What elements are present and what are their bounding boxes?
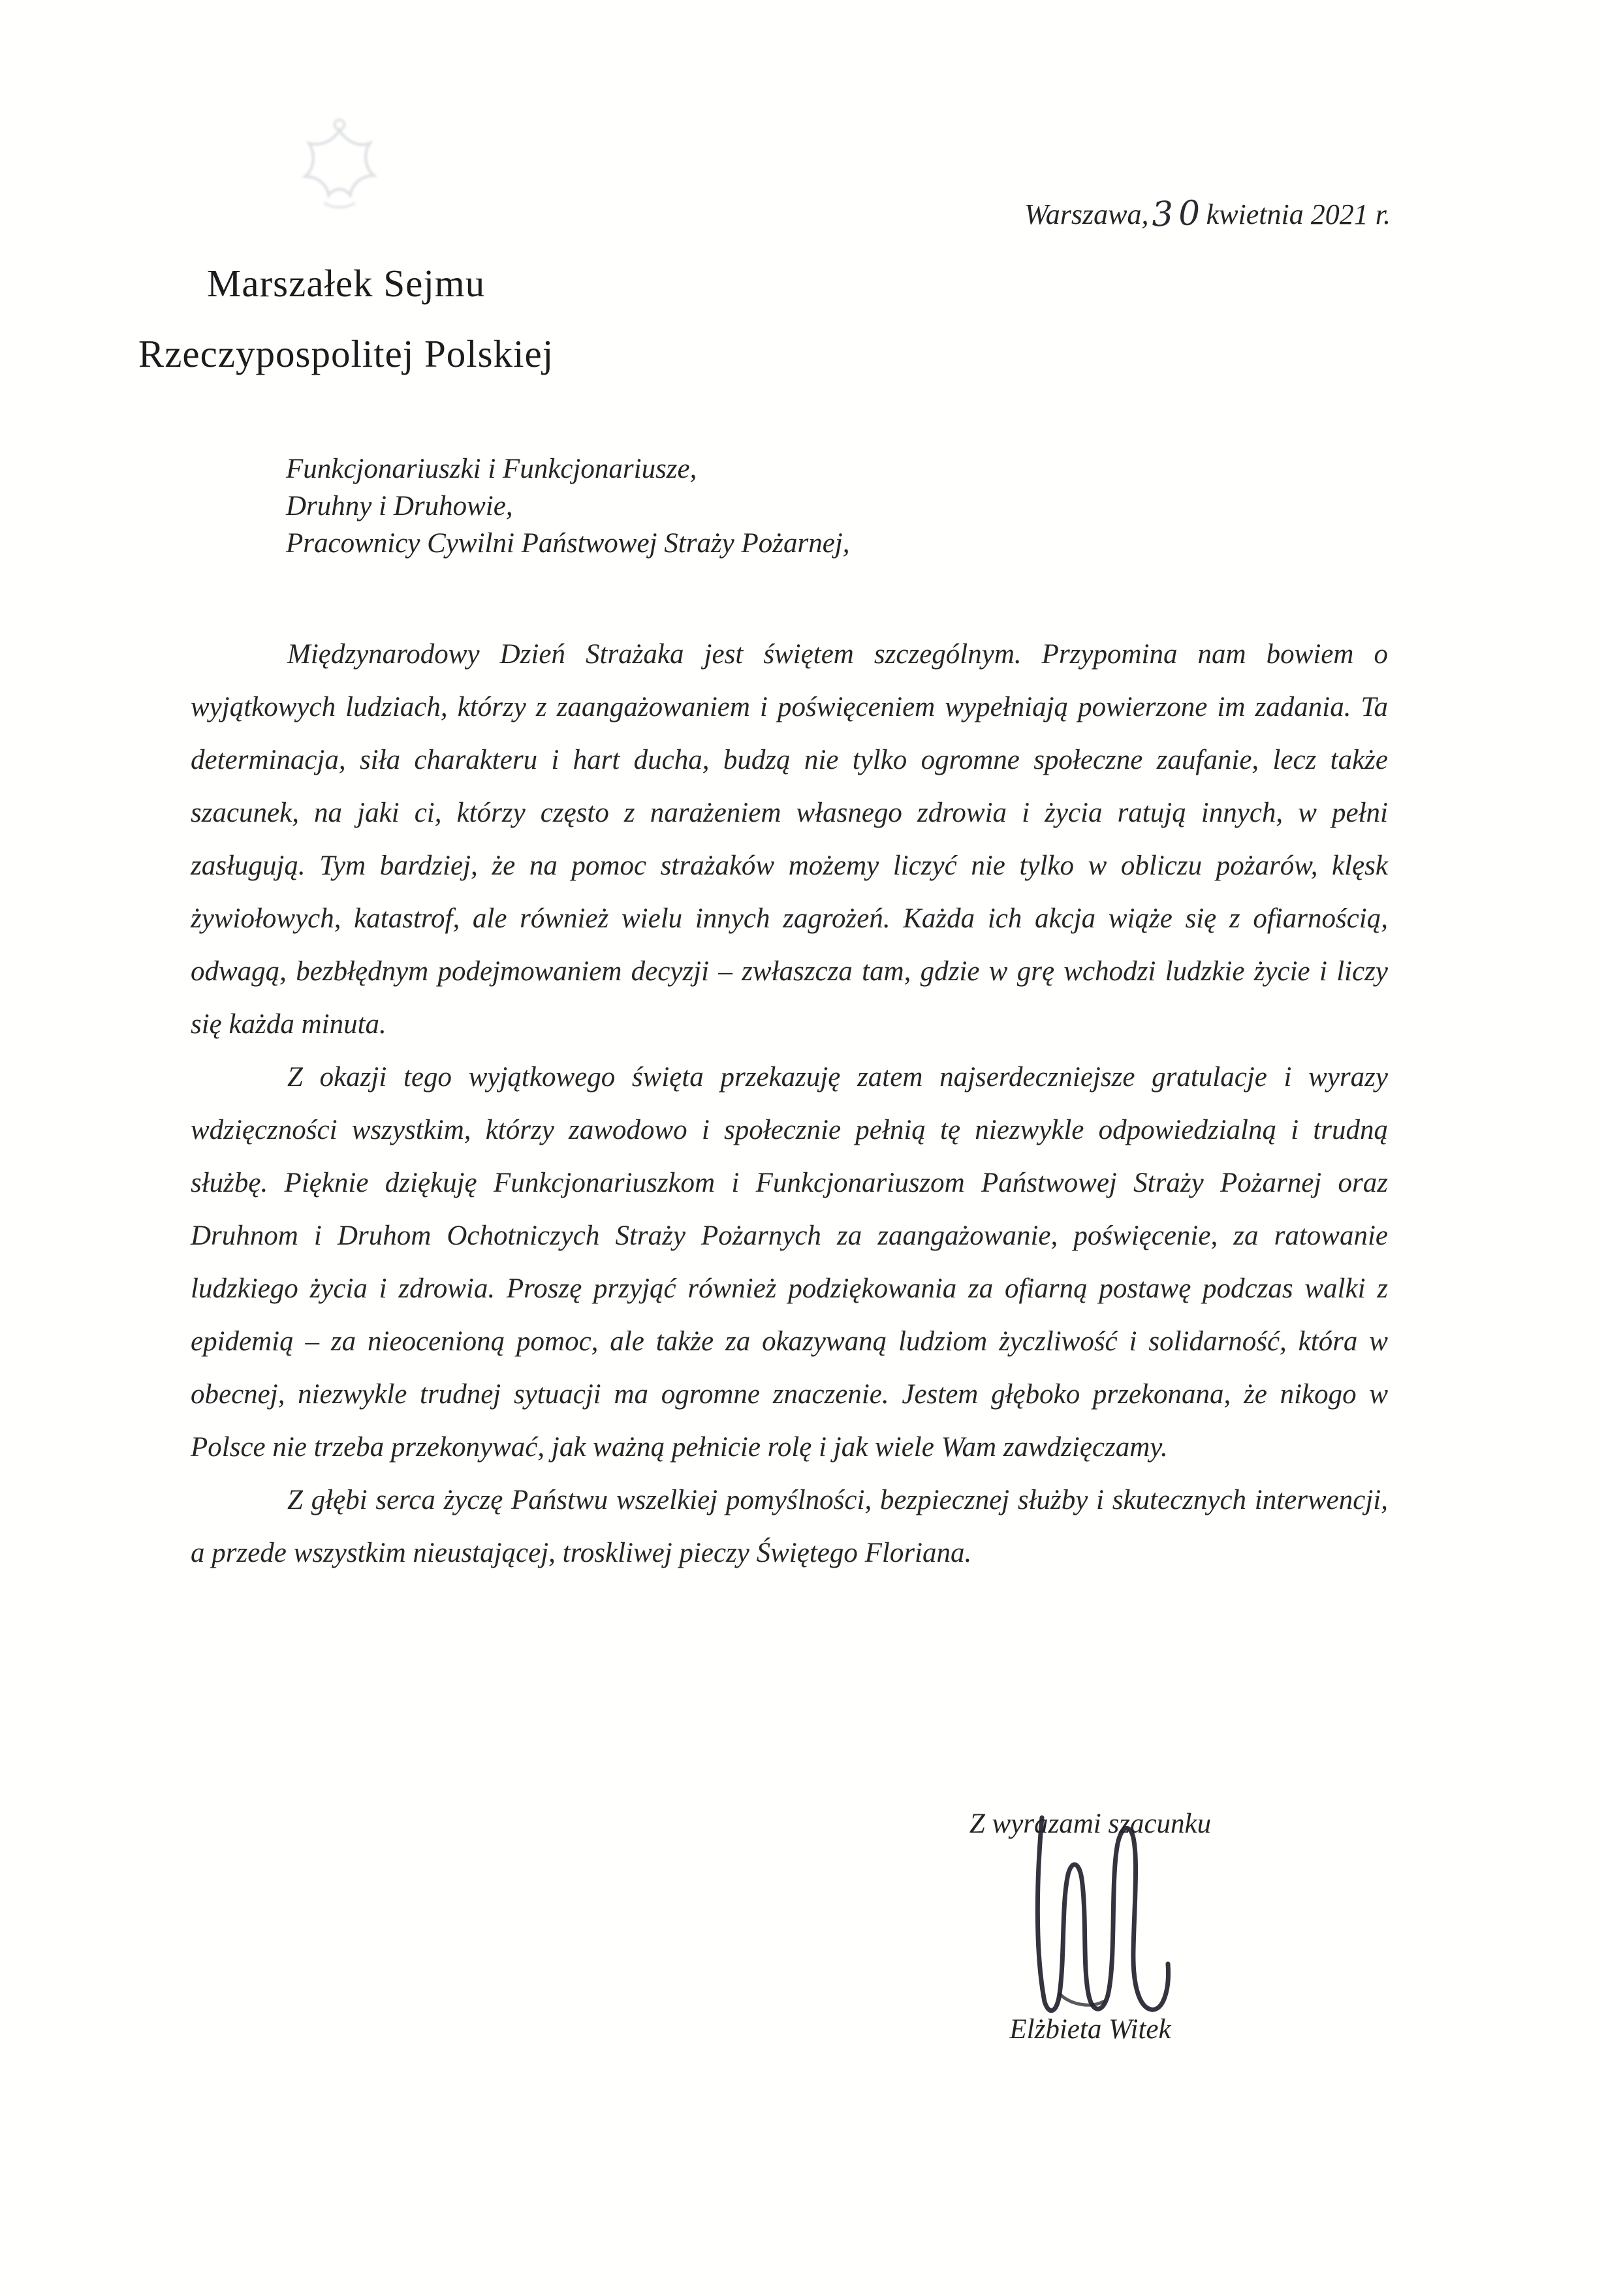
sender-title-line1: Marszałek Sejmu bbox=[206, 262, 486, 305]
body-paragraph: Międzynarodowy Dzień Strażaka jest świętem szczególnym. Przypomina nam bowiem o wyjątkowych ludziach, którzy z zaangażowaniem i poświęceniem wypełniają powierzone im zadania. Ta determinacja, siła charakteru i hart ducha, budzą nie tylko ogromne społeczne zaufanie, lecz także szacunek, na jaki ci, którzy często z narażeniem własnego zdrowia i życia ratują innych, w pełni zasługują. Tym bardziej, że na pomoc strażaków możemy liczyć nie tylko w obliczu pożarów, klęsk żywiołowych, katastrof, ale również wielu innych zagrożeń. Każda ich akcja wiąże się z ofiarnością, odwagą, bezbłędnym podejmowaniem decyzji – zwłaszcza tam, gdzie w grę wchodzi ludzkie życie i liczy się każda minuta. bbox=[191, 639, 1388, 1040]
eagle-emblem-icon bbox=[281, 108, 398, 232]
sender-block bbox=[131, 248, 561, 389]
date-rest: kwietnia 2021 r. bbox=[1206, 198, 1391, 230]
signature-handwritten bbox=[921, 1806, 1280, 2021]
closing-block bbox=[901, 1808, 1280, 2045]
salutation bbox=[286, 450, 850, 562]
salutation-line: Pracownicy Cywilni Państwowej Straży Pożarnej, bbox=[286, 528, 850, 559]
date-city: Warszawa, bbox=[1024, 198, 1149, 230]
salutation-line: Funkcjonariuszki i Funkcjonariusze, bbox=[286, 454, 697, 484]
sender-title-line2: Rzeczypospolitej Polskiej bbox=[138, 332, 554, 375]
salutation-line: Druhny i Druhowie, bbox=[286, 491, 513, 521]
letter-body bbox=[191, 628, 1388, 1579]
signatory-name: Elżbieta Witek bbox=[1009, 2014, 1171, 2045]
closing-formula: Z wyrazami szacunku bbox=[969, 1808, 1212, 1839]
date-line bbox=[1024, 193, 1391, 235]
body-paragraph: Z głębi serca życzę Państwu wszelkiej pomyślności, bezpiecznej służby i skutecznych interwencji, a przede wszystkim nieustającej, troskliwej pieczy Świętego Floriana. bbox=[191, 1485, 1388, 1568]
date-day-handwritten: 30 bbox=[1150, 193, 1206, 235]
body-paragraph: Z okazji tego wyjątkowego święta przekazuję zatem najserdeczniejsze gratulacje i wyrazy wdzięczności wszystkim, którzy zawodowo i społecznie pełnią tę niezwykle odpowiedzialną i trudną służbę. Pięknie dziękuję Funkcjonariuszkom i Funkcjonariuszom Państwowej Straży Pożarnej oraz Druhnom i Druhom Ochotniczych Straży Pożarnych za zaangażowanie, poświęcenie, za ratowanie ludzkiego życia i zdrowia. Proszę przyjąć również podziękowania za ofiarną postawę podczas walki z epidemią – za nieocenioną pomoc, ale także za okazywaną ludziom życzliwość i solidarność, która w obecnej, niezwykle trudnej sytuacji ma ogromne znaczenie. Jestem głęboko przekonana, że nikogo w Polsce nie trzeba przekonywać, jak ważną pełnicie rolę i jak wiele Wam zawdzięczamy. bbox=[191, 1062, 1388, 1463]
